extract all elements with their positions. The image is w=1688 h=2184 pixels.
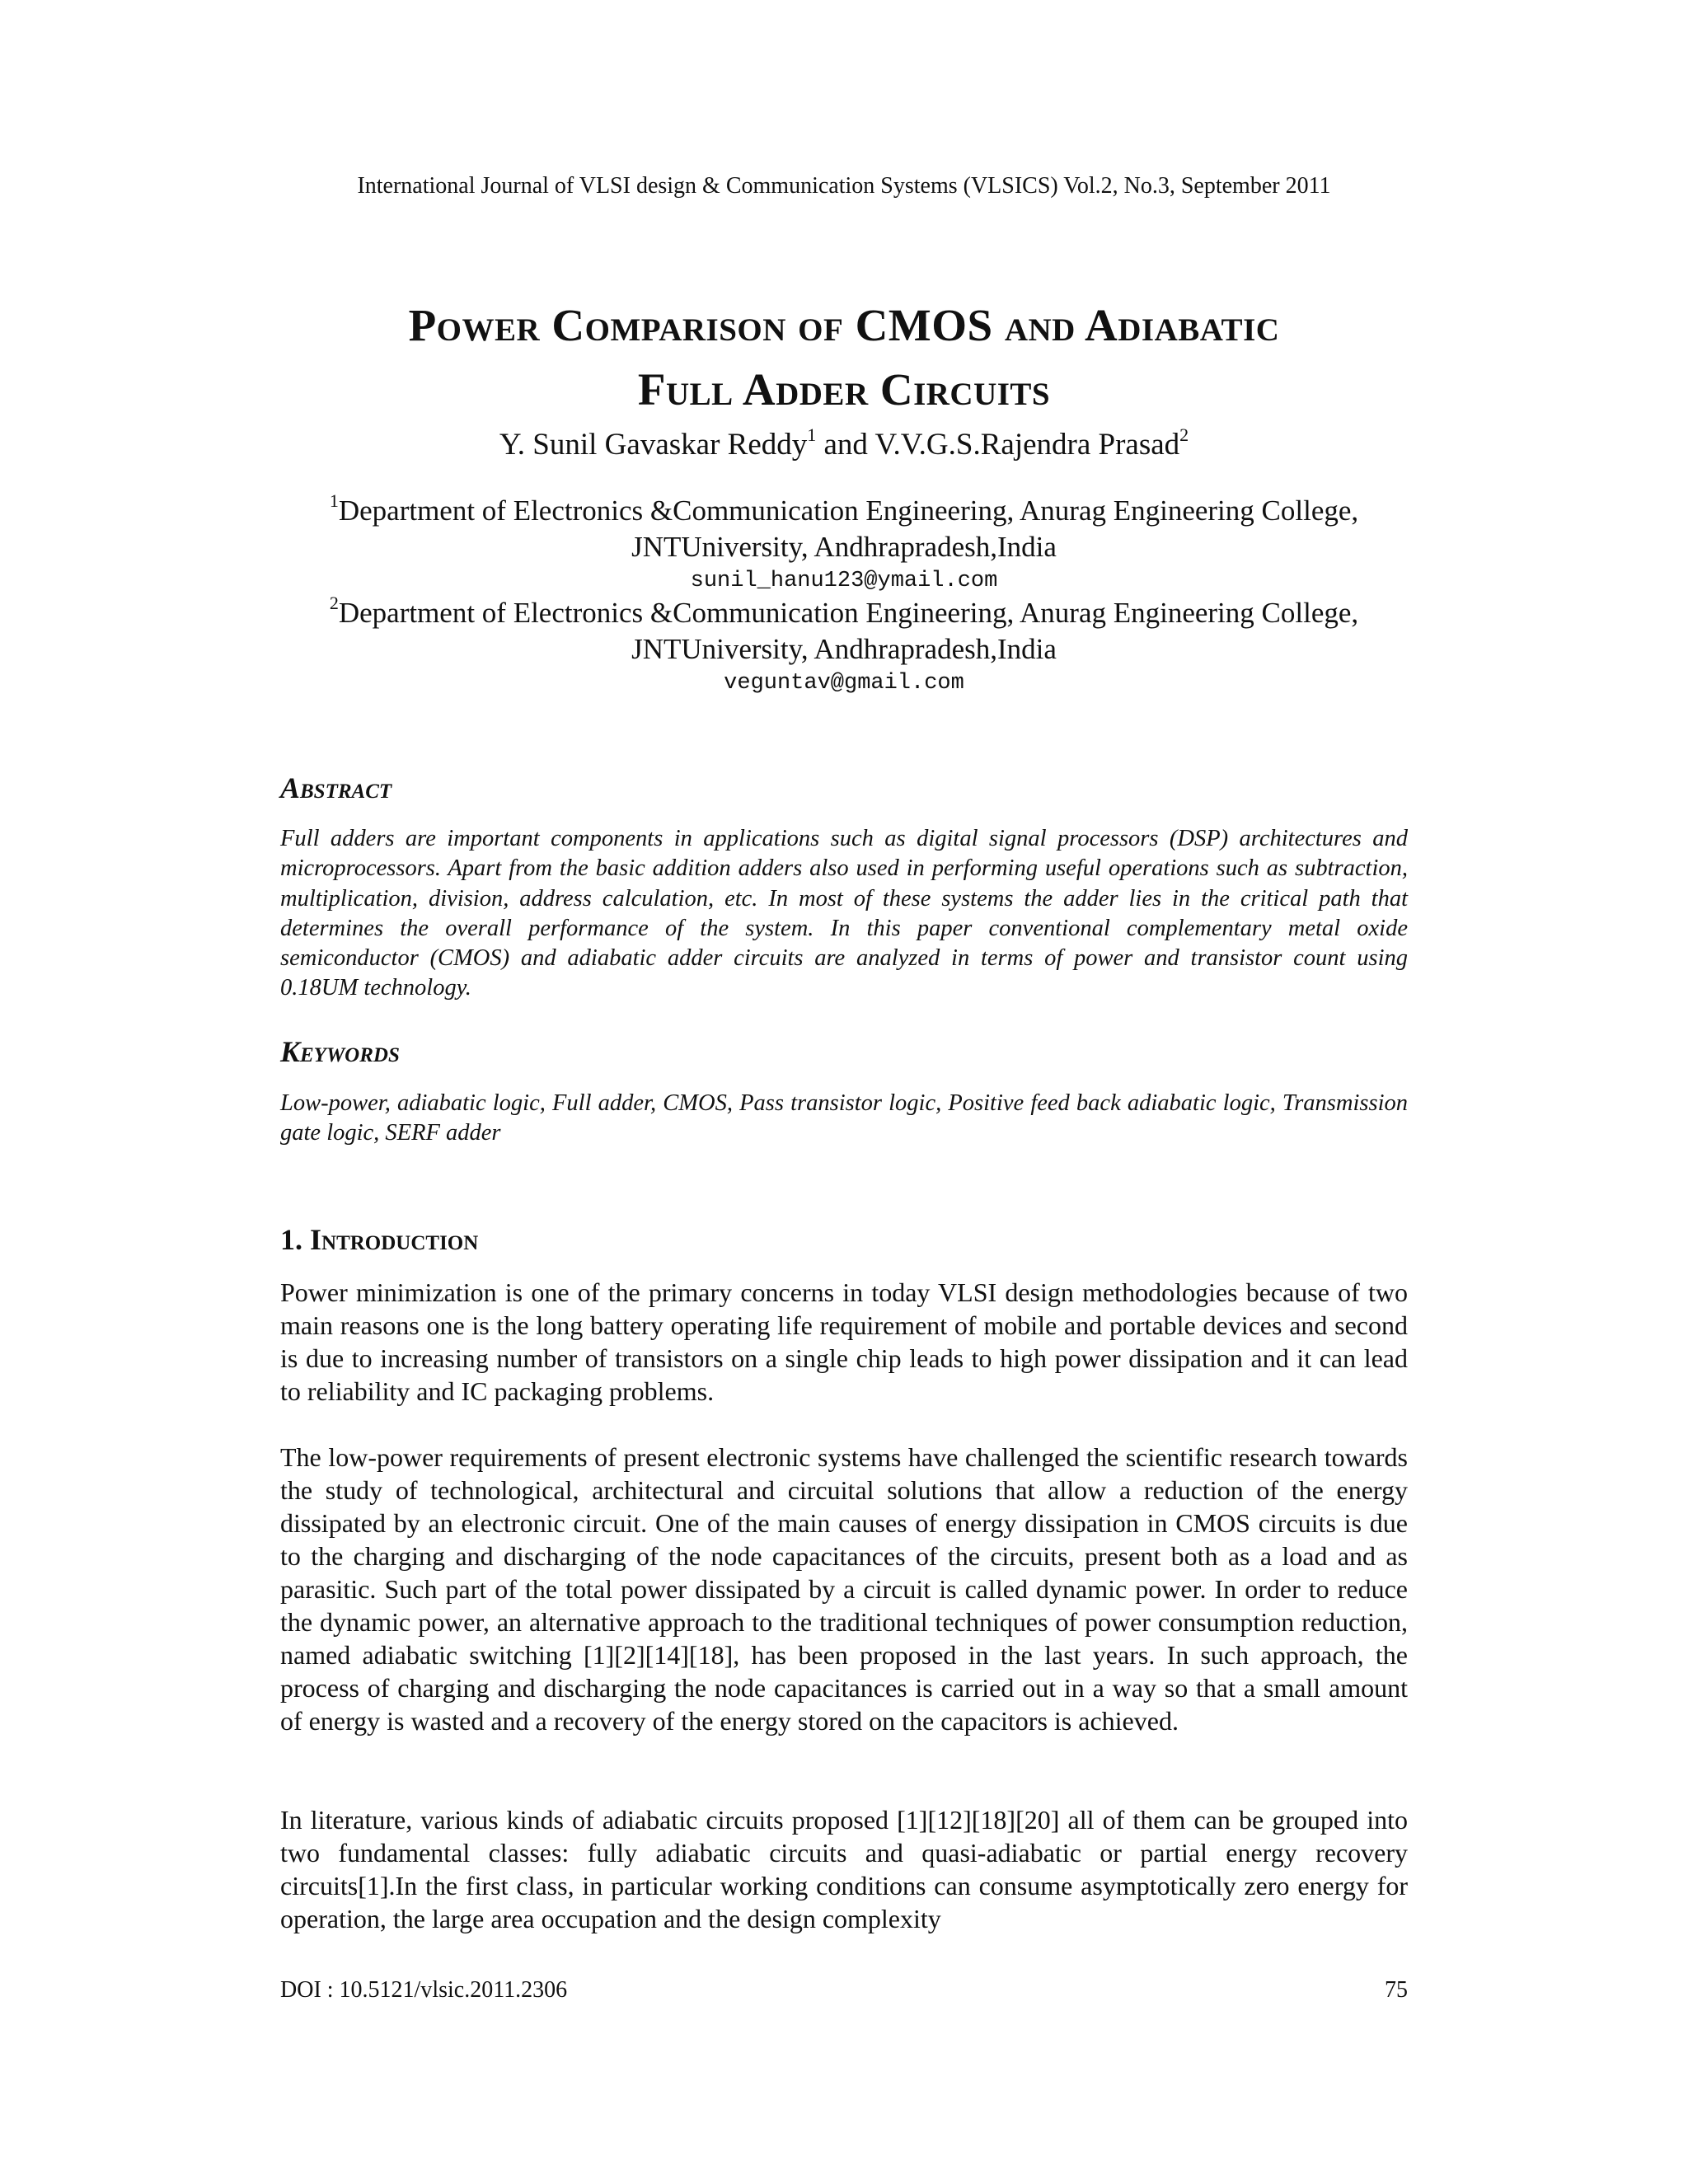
affiliation-2 [165, 595, 1523, 699]
paper-title-line-2: Full Adder Circuits [637, 364, 1051, 415]
author-1-affiliation-marker: 1 [807, 424, 817, 445]
affiliation-1-department: Department of Electronics &Communication Engineering, Anurag Engineering College, [338, 494, 1359, 527]
affiliation-2-department: Department of Electronics &Communication Engineering, Anurag Engineering College, [338, 597, 1359, 629]
affiliation-1-line-2: JNTUniversity, Andhrapradesh,India [631, 531, 1057, 563]
author-list [0, 425, 1688, 465]
affiliation-2-email: veguntav@gmail.com [724, 671, 964, 696]
author-1-name: Y. Sunil Gavaskar Reddy [499, 428, 808, 462]
affiliation-1-email: sunil_hanu123@ymail.com [690, 569, 998, 593]
affiliation-1 [165, 490, 1523, 597]
affiliation-2-marker: 2 [329, 593, 339, 613]
affiliation-1-marker: 1 [329, 490, 339, 511]
author-separator: and [816, 428, 875, 462]
affiliation-2-line-1 [165, 595, 1523, 631]
paper-title [198, 293, 1490, 422]
introduction-heading: 1. Introduction [280, 1223, 479, 1256]
paper-title-line-1: Power Comparison of CMOS and Adiabatic [408, 300, 1280, 350]
footer-doi: DOI : 10.5121/vlsic.2011.2306 [280, 1977, 568, 2003]
page-number: 75 [1385, 1977, 1408, 2003]
introduction-paragraph-1: Power minimization is one of the primary concerns in today VLSI design methodologies because of two main reasons one is the long battery operating life requirement of mobile and portable devices and second is due to increasing number of transistors on a single chip leads to high power dissipation and it can lead to reliability and IC packaging problems. [280, 1277, 1408, 1406]
journal-header: International Journal of VLSI design & Communication Systems (VLSICS) Vol.2, No.3, September 2011 [357, 173, 1331, 199]
keywords-text: Low-power, adiabatic logic, Full adder, CMOS, Pass transistor logic, Positive feed back adiabatic logic, Transmission gate logic, SERF adder [280, 1090, 1408, 1146]
affiliation-1-line-1 [165, 490, 1523, 529]
abstract-text: Full adders are important components in applications such as digital signal processors (DSP) architectures and microprocessors. Apart from the basic addition adders also used in performing useful operations such as subtraction, multiplication, division, address calculation, etc. In most of these systems the adder lies in the critical path that determines the overall performance of the system. In this paper conventional complementary metal oxide semiconductor (CMOS) and adiabatic adder circuits are analyzed in terms of power and transistor count using 0.18UM technology. [280, 826, 1408, 1001]
author-2-affiliation-marker: 2 [1179, 424, 1189, 445]
introduction-paragraph-2: The low-power requirements of present electronic systems have challenged the scientific research towards the study of technological, architectural and circuital solutions that allow a reduction of the energy dissipated by an electronic circuit. One of the main causes of energy dissipation in CMOS circuits is due to the charging and discharging of the node capacitances of the circuits, present both as a load and as parasitic. Such part of the total power dissipated by a circuit is called dynamic power. In order to reduce the dynamic power, an alternative approach to the traditional techniques of power consumption reduction, named adiabatic switching [1][2][14][18], has been proposed in the last years. In such approach, the process of charging and discharging the node capacitances is carried out in a way so that a small amount of energy is wasted and a recovery of the energy stored on the capacitors is achieved. [280, 1442, 1408, 1736]
abstract-heading: Abstract [280, 771, 392, 804]
author-2-name: V.V.G.S.Rajendra Prasad [874, 428, 1180, 462]
keywords-heading: Keywords [280, 1035, 400, 1068]
affiliation-2-line-2: JNTUniversity, Andhrapradesh,India [631, 633, 1057, 665]
introduction-paragraph-3: In literature, various kinds of adiabatic circuits proposed [1][12][18][20] all of them can be grouped into two fundamental classes: fully adiabatic circuits and quasi-adiabatic or partial energy recovery circuits[1].In the first class, in particular working conditions can consume asymptotically zero energy for operation, the large area occupation and the design complexity [280, 1805, 1408, 1933]
